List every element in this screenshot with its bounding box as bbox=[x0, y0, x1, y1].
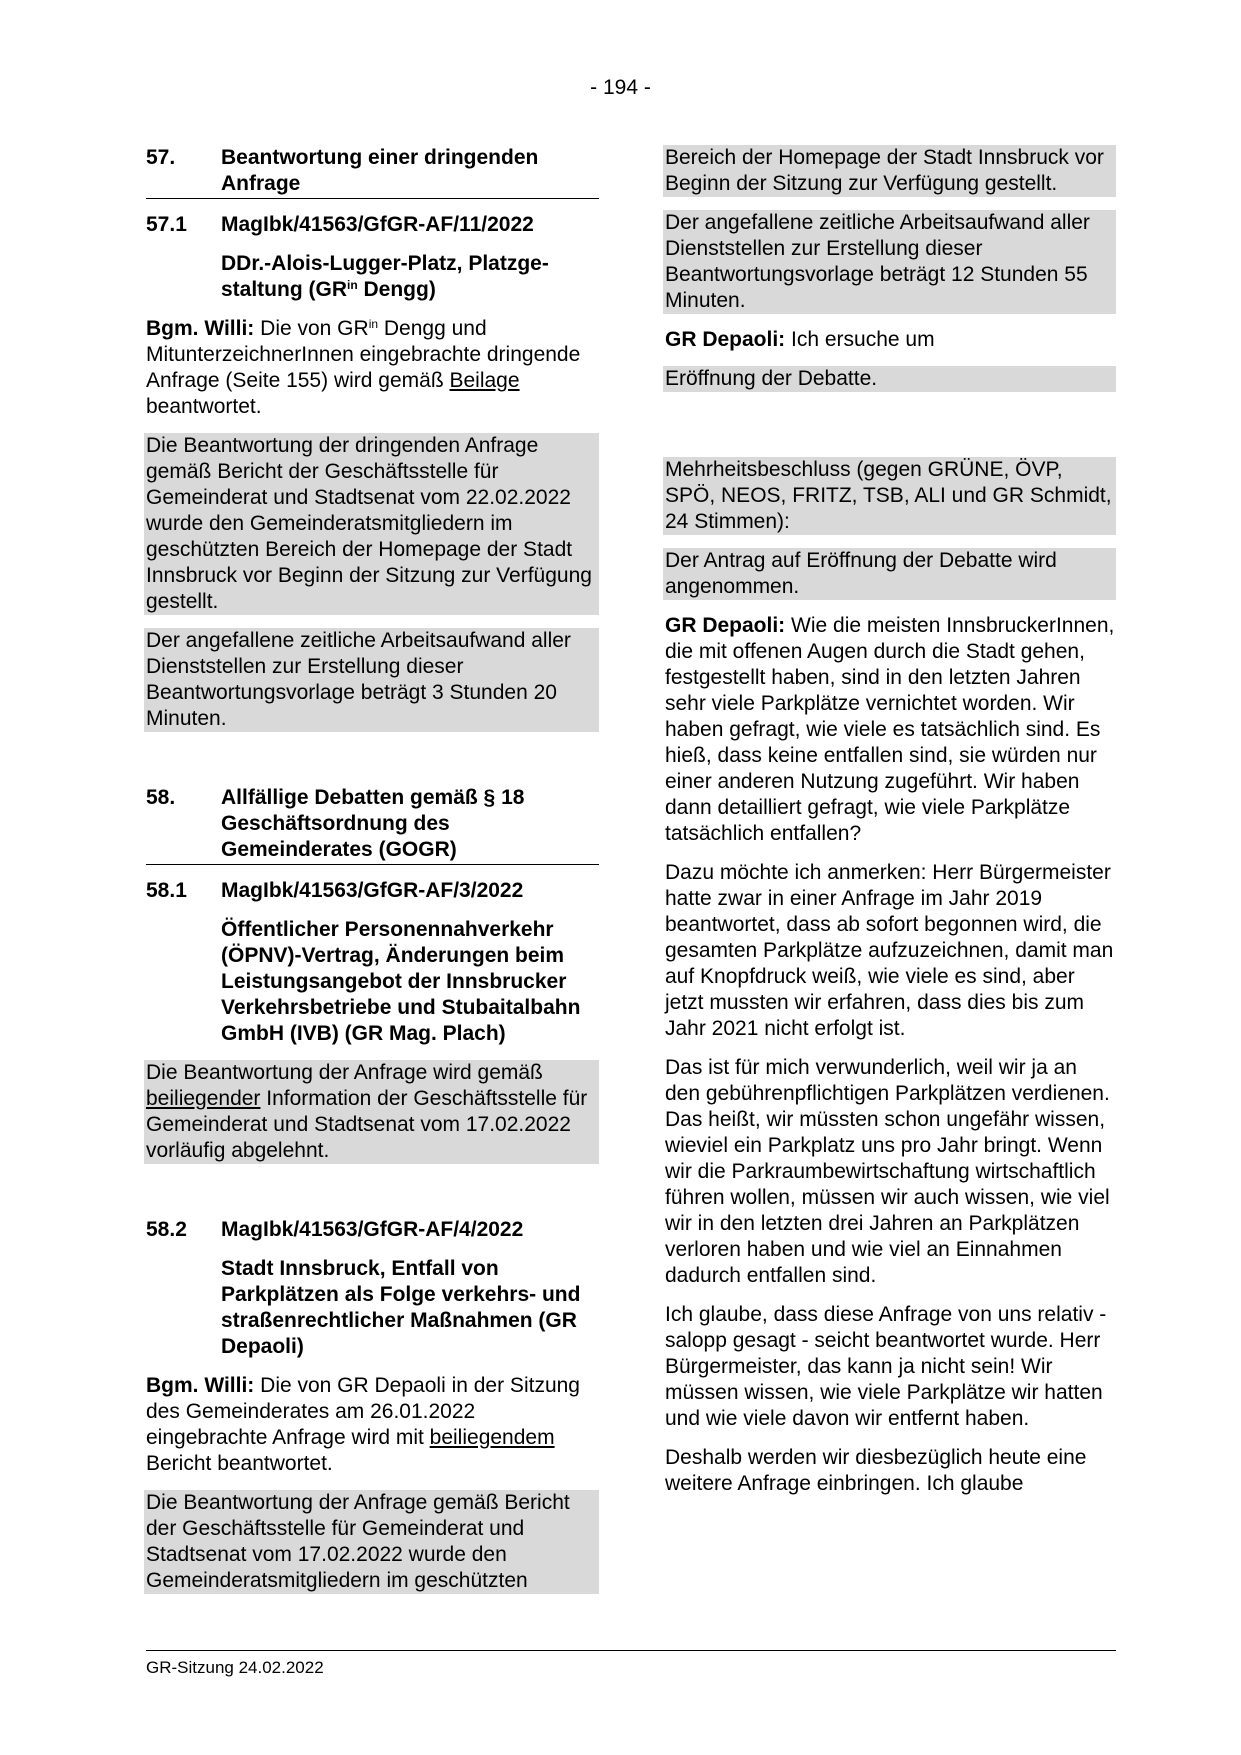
right-column bbox=[665, 145, 1116, 1497]
footer-divider bbox=[146, 1650, 1116, 1651]
motion-result: Der Antrag auf Eröffnung der Debatte wird angenommen. bbox=[663, 548, 1116, 600]
speaker: Bgm. Willi: bbox=[146, 317, 255, 340]
section-number: 57. bbox=[146, 146, 176, 169]
section-57-1-subject: DDr.-Alois-Lugger-Platz, Platzge-staltung ($GR^{in}$ Dengg) bbox=[221, 252, 549, 301]
mayor-statement: Bgm. Willi: Die von $GR^{in}$ Dengg und MitunterzeichnerInnen eingebrachte dringende Anfrage (Seite 155) wird gemäß Beilage beantwortet. bbox=[146, 317, 581, 418]
speech-paragraph: Dazu möchte ich anmerken: Herr Bürgermeister hatte zwar in einer Anfrage im Jahr 2019 beantwortet, dass ab sofort begonnen wird, die gesamten Parkplätze aufzuzeichnen, damit man auf Knopfdruck weiß, wie viele es sind, aber jetzt mussten wir erfahren, dass dies bis zum Jahr 2021 nicht erfolgt ist. bbox=[665, 861, 1114, 1040]
rejection-note: Die Beantwortung der Anfrage wird gemäß beiliegender Information der Geschäftsstelle für Gemeinderat und Stadtsenat vom 17.02.2022 vorläufig abgelehnt. bbox=[144, 1060, 599, 1164]
depaoli-request: GR Depaoli: Ich ersuche um bbox=[665, 328, 935, 351]
section-number: 58.2 bbox=[146, 1218, 187, 1241]
reference-number: MagIbk/41563/GfGR-AF/3/2022 bbox=[221, 879, 524, 902]
footer-session-date: GR-Sitzung 24.02.2022 bbox=[146, 1658, 324, 1677]
attachment-link[interactable]: beiliegendem bbox=[429, 1426, 555, 1449]
section-58-1-heading bbox=[146, 878, 599, 904]
reference-number: MagIbk/41563/GfGR-AF/11/2022 bbox=[221, 213, 534, 236]
section-58-1-subject: Öffentlicher Personennahverkehr (ÖPNV)-Vertrag, Änderungen beim Leistungsangebot der Innsbrucker Verkehrsbetriebe und Stubaitalbahn GmbH (IVB) (GR Mag. Plach) bbox=[221, 918, 581, 1045]
section-58-2-heading bbox=[146, 1217, 599, 1243]
section-57-1-heading bbox=[146, 212, 599, 238]
section-number: 58.1 bbox=[146, 879, 187, 902]
debate-opening: Eröffnung der Debatte. bbox=[663, 366, 1116, 392]
answer-note: Die Beantwortung der dringenden Anfrage gemäß Bericht der Geschäftsstelle für Gemeinderat und Stadtsenat vom 22.02.2022 wurde den Gemeinderatsmitgliedern im geschützten Bereich der Homepage der Stadt Innsbruck vor Beginn der Sitzung zur Verfügung gestellt. bbox=[144, 433, 599, 615]
attachment-link[interactable]: beiliegender bbox=[146, 1087, 261, 1110]
section-58-2-subject: Stadt Innsbruck, Entfall von Parkplätzen als Folge verkehrs- und straßenrechtlicher Maßnahmen (GR Depaoli) bbox=[221, 1257, 581, 1358]
section-title: Beantwortung einer dringenden Anfrage bbox=[221, 146, 539, 195]
section-57-heading bbox=[146, 145, 599, 199]
speaker: GR Depaoli: bbox=[665, 328, 786, 351]
vote-result: Mehrheitsbeschluss (gegen GRÜNE, ÖVP, SPÖ, NEOS, FRITZ, TSB, ALI und GR Schmidt, 24 Stimmen): bbox=[663, 457, 1116, 535]
speech-paragraph: Das ist für mich verwunderlich, weil wir ja an den gebührenpflichtigen Parkplätzen verdienen. Das heißt, wir müssten schon ungefähr wissen, wieviel ein Parkplatz uns pro Jahr bringt. Wenn wir die Parkraumbewirtschaftung wirtschaftlich führen wollen, müssen wir auch wissen, wie viel wir in den letzten drei Jahren an Parkplätzen verloren haben und wie viel an Einnahmen dadurch entfallen sind. bbox=[665, 1056, 1110, 1287]
section-number: 57.1 bbox=[146, 213, 187, 236]
page-number: - 194 - bbox=[590, 76, 651, 99]
speaker: Bgm. Willi: bbox=[146, 1374, 255, 1397]
section-number: 58. bbox=[146, 786, 176, 809]
workload-note: Der angefallene zeitliche Arbeitsaufwand aller Dienststellen zur Erstellung dieser Beantwortungsvorlage beträgt 12 Stunden 55 Minuten. bbox=[663, 210, 1116, 314]
speech-paragraph: Ich glaube, dass diese Anfrage von uns relativ - salopp gesagt - seicht beantwortet wurde. Herr Bürgermeister, das kann ja nicht sein! Wir müssen wissen, wie viele Parkplätze wir hatten und wie viele davon wir entfernt haben. bbox=[665, 1303, 1107, 1430]
mayor-statement: Bgm. Willi: Die von GR Depaoli in der Sitzung des Gemeinderates am 26.01.2022 eingebrachte Anfrage wird mit beiliegendem Bericht beantwortet. bbox=[146, 1374, 580, 1475]
left-column bbox=[146, 145, 599, 1594]
depaoli-speech: GR Depaoli: Wie die meisten InnsbruckerInnen, die mit offenen Augen durch die Stadt gehen, festgestellt haben, sind in den letzten Jahren sehr viele Parkplätze vernichtet worden. Wir haben gefragt, wie viele es tatsächlich sind. Es hieß, dass keine entfallen sind, sie würden nur einer anderen Nutzung zugeführt. Wir haben dann detailliert gefragt, wie viele Parkplätze tatsächlich entfallen? bbox=[665, 614, 1115, 845]
speaker: GR Depaoli: bbox=[665, 614, 786, 637]
answer-note-continued: Bereich der Homepage der Stadt Innsbruck vor Beginn der Sitzung zur Verfügung gestellt. bbox=[663, 145, 1116, 197]
workload-note: Der angefallene zeitliche Arbeitsaufwand aller Dienststellen zur Erstellung dieser Beantwortungsvorlage beträgt 3 Stunden 20 Minuten. bbox=[144, 628, 599, 732]
section-title: Allfällige Debatten gemäß § 18 Geschäftsordnung des Gemeinderates (GOGR) bbox=[221, 786, 525, 861]
reference-number: MagIbk/41563/GfGR-AF/4/2022 bbox=[221, 1218, 524, 1241]
answer-note: Die Beantwortung der Anfrage gemäß Bericht der Geschäftsstelle für Gemeinderat und Stadtsenat vom 17.02.2022 wurde den Gemeinderatsmitgliedern im geschützten bbox=[144, 1490, 599, 1594]
attachment-link[interactable]: Beilage bbox=[449, 369, 520, 392]
speech-paragraph: Deshalb werden wir diesbezüglich heute eine weitere Anfrage einbringen. Ich glaube bbox=[665, 1446, 1087, 1495]
section-58-heading bbox=[146, 785, 599, 865]
